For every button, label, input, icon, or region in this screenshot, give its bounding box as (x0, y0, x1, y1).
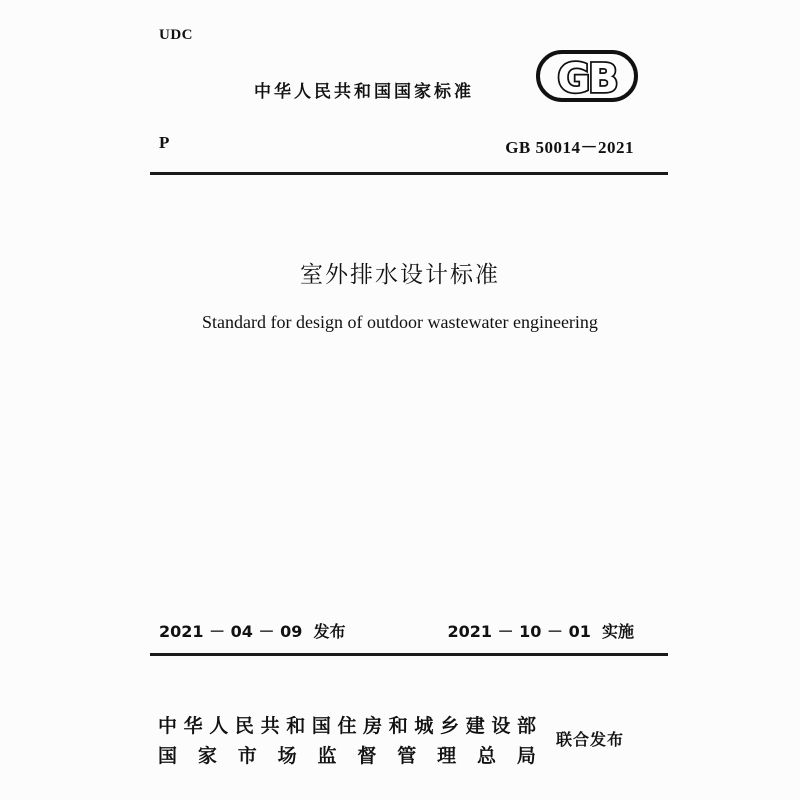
implementation-date: 2021 － 10 － 01 实施 (447, 622, 634, 641)
category-code: P (159, 133, 170, 152)
publisher-char: 监 (317, 745, 337, 767)
publisher-char: 市 (237, 745, 257, 767)
publisher-char: 国 (158, 745, 178, 767)
udc-label: UDC (159, 27, 193, 43)
publisher-char: 家 (197, 745, 217, 767)
publisher-char: 总 (477, 745, 497, 767)
publisher-char: 局 (516, 745, 536, 767)
issue-date: 2021 － 04 － 09 发布 (159, 622, 346, 641)
publisher-char: 乡 (440, 715, 460, 737)
publisher-char: 场 (277, 745, 297, 767)
publisher-char: 城 (414, 715, 434, 737)
publisher-char: 部 (516, 715, 536, 737)
joint-publication-label: 联合发布 (556, 730, 625, 749)
publisher-char: 和 (286, 715, 306, 737)
publisher-char: 共 (260, 715, 280, 737)
gb-logo (536, 50, 638, 102)
publisher-administration (158, 741, 536, 768)
gb-logo-text: GB (557, 56, 617, 102)
publisher-char: 设 (491, 715, 511, 737)
publisher-ministry (158, 711, 536, 738)
publisher-char: 住 (337, 715, 357, 737)
publisher-char: 房 (363, 715, 383, 737)
publisher-char: 华 (183, 715, 203, 737)
publisher-char: 和 (388, 715, 408, 737)
title-chinese: 室外排水设计标准 (300, 262, 500, 288)
top-divider (150, 172, 668, 175)
publisher-char: 民 (234, 715, 254, 737)
publisher-char: 人 (209, 715, 229, 737)
bottom-divider (150, 653, 668, 656)
publisher-char: 管 (397, 745, 417, 767)
publisher-char: 理 (437, 745, 457, 767)
publisher-char: 国 (311, 715, 331, 737)
publisher-char: 中 (158, 715, 178, 737)
standard-number: GB 50014－2021 (505, 138, 634, 157)
title-english: Standard for design of outdoor wastewater engineering (202, 312, 598, 332)
publisher-char: 建 (465, 715, 485, 737)
national-standard-heading: 中华人民共和国国家标准 (254, 82, 474, 102)
publisher-char: 督 (357, 745, 377, 767)
